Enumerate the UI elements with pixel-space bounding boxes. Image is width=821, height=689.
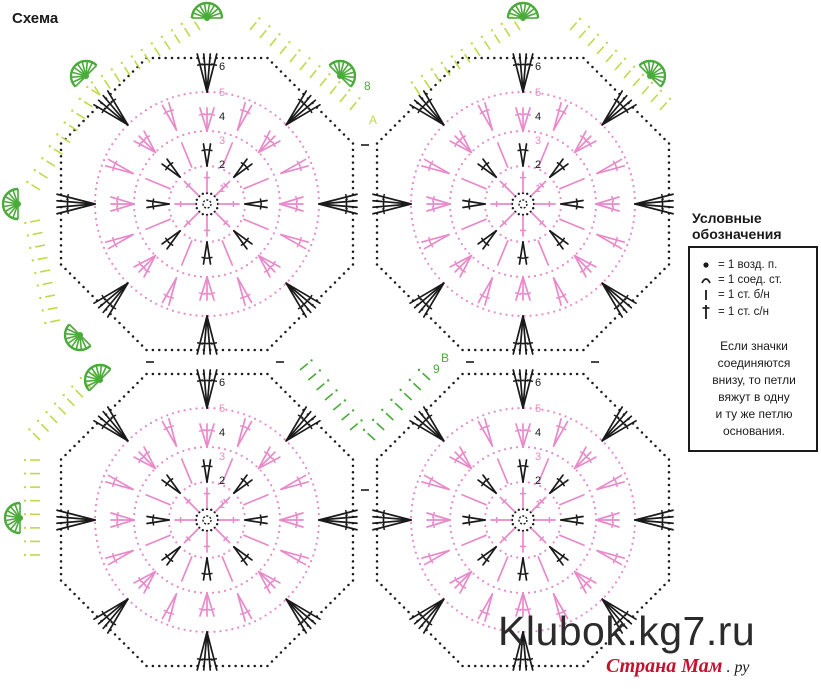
row-number: 5 bbox=[535, 87, 542, 99]
shell-scallop bbox=[329, 61, 355, 87]
row-9-label: 9 bbox=[433, 362, 440, 376]
row-number: 4 bbox=[219, 427, 226, 439]
edge-border bbox=[24, 220, 60, 324]
edge-border bbox=[570, 18, 671, 110]
row-number: 6 bbox=[535, 61, 542, 73]
watermark: Klubok.kg7.ru bbox=[498, 608, 756, 654]
row-number: 6 bbox=[535, 377, 542, 389]
shell-scallop bbox=[508, 3, 538, 21]
legend-note-line: вяжут в одну bbox=[718, 390, 790, 404]
diagram-title: Схема bbox=[12, 10, 59, 27]
row-number: 2 bbox=[535, 475, 542, 487]
row-number: 4 bbox=[535, 111, 542, 123]
shell-scallop bbox=[5, 503, 23, 533]
watermark-strana-mam bbox=[606, 655, 749, 678]
edge-border bbox=[28, 368, 100, 440]
row-number: 3 bbox=[219, 451, 226, 463]
chain-dot-icon bbox=[698, 261, 714, 269]
legend-heading-line1: Условные bbox=[692, 210, 762, 226]
edging-group bbox=[3, 3, 671, 556]
edge-border bbox=[26, 86, 100, 190]
legend-item-chain bbox=[698, 259, 810, 271]
row-number: 2 bbox=[219, 159, 226, 171]
edge-border bbox=[24, 459, 40, 556]
slip-stitch-icon bbox=[698, 276, 714, 284]
motif-top-right bbox=[373, 54, 673, 354]
legend-heading bbox=[692, 210, 816, 242]
shell-scallop bbox=[65, 324, 91, 350]
legend-note-line: Если значки bbox=[720, 339, 788, 353]
row-number: 1 bbox=[219, 183, 226, 195]
row-number: 2 bbox=[219, 475, 226, 487]
row-number: 2 bbox=[535, 159, 542, 171]
row-number: 3 bbox=[535, 135, 542, 147]
single-crochet-icon bbox=[698, 289, 714, 301]
legend-note-line: основания. bbox=[722, 424, 786, 438]
row-8-label: 8 bbox=[364, 79, 371, 93]
row-number: 6 bbox=[219, 377, 226, 389]
row-number: 4 bbox=[535, 427, 542, 439]
edge-border bbox=[91, 16, 200, 95]
edge-border bbox=[363, 369, 430, 440]
legend-note-line: соединяются bbox=[717, 356, 791, 370]
row-number: 6 bbox=[219, 61, 226, 73]
watermark2-suffix: . ру bbox=[722, 659, 750, 676]
row-number: 3 bbox=[219, 135, 226, 147]
legend-item-single-crochet bbox=[698, 289, 810, 301]
row-number: 1 bbox=[535, 499, 542, 511]
legend-item-label: = 1 возд. п. bbox=[718, 259, 778, 271]
legend-note-line: и ту же петлю bbox=[715, 407, 793, 421]
legend-heading-line2: обозначения bbox=[692, 226, 782, 242]
point-b-label: В bbox=[441, 351, 450, 365]
shell-scallop bbox=[192, 3, 222, 21]
row-number: 5 bbox=[219, 403, 226, 415]
edge-border bbox=[300, 359, 363, 430]
legend-item-label: = 1 ст. б/н bbox=[718, 289, 770, 301]
row-number: 1 bbox=[219, 499, 226, 511]
row-number: 5 bbox=[535, 403, 542, 415]
edge-border bbox=[411, 16, 520, 95]
row-number: 5 bbox=[219, 87, 226, 99]
legend bbox=[688, 210, 816, 452]
row-number: 3 bbox=[535, 451, 542, 463]
legend-item-slip-stitch bbox=[698, 274, 810, 286]
legend-note-line: внизу, то петли bbox=[712, 373, 796, 387]
legend-item-double-crochet bbox=[698, 304, 810, 320]
motif-bottom-left bbox=[57, 370, 357, 670]
watermark2-text: Страна Мам bbox=[606, 655, 723, 677]
legend-note bbox=[698, 338, 810, 440]
double-crochet-icon bbox=[698, 304, 714, 320]
legend-box bbox=[688, 246, 818, 452]
shell-scallop bbox=[3, 189, 21, 219]
motif-top-left bbox=[57, 54, 357, 354]
point-a-label: А bbox=[369, 113, 378, 127]
row-number: 4 bbox=[219, 111, 226, 123]
labels-group bbox=[146, 79, 599, 490]
legend-item-label: = 1 ст. с/н bbox=[718, 306, 769, 318]
legend-item-label: = 1 соед. ст. bbox=[718, 274, 782, 286]
row-number: 1 bbox=[535, 183, 542, 195]
